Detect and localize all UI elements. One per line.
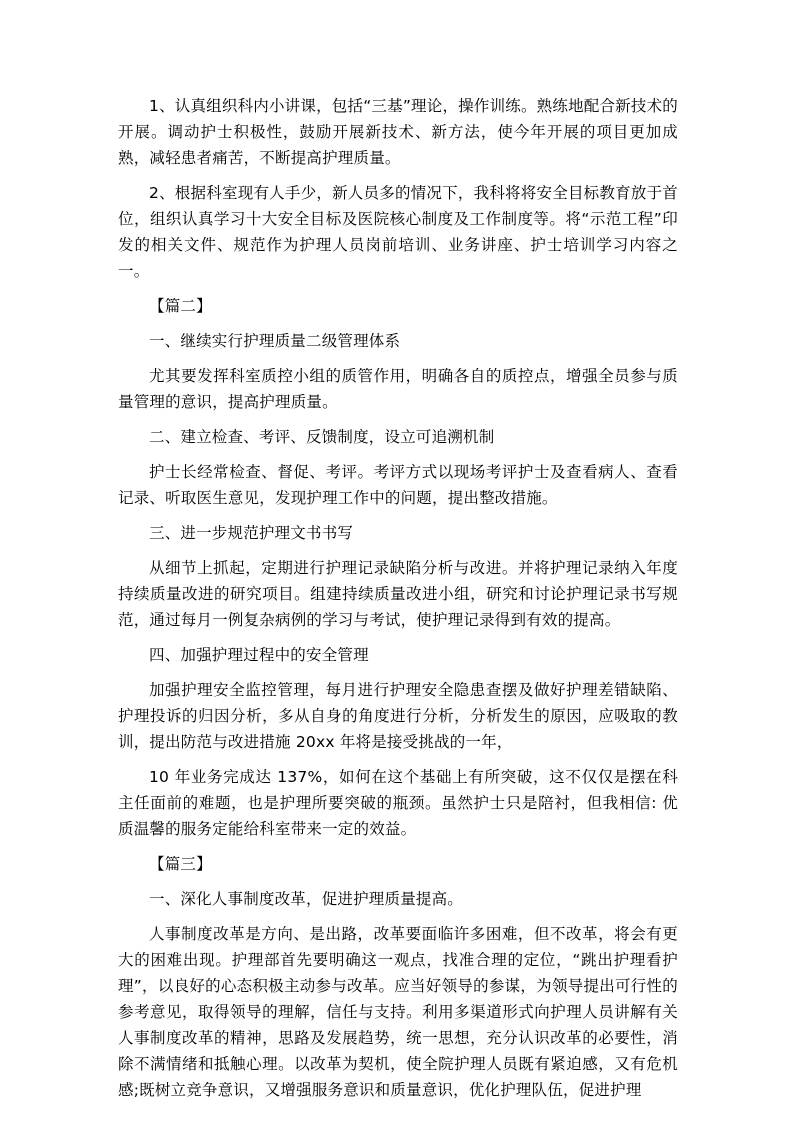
subheading-5: 一、深化人事制度改革，促进护理质量提高。	[149, 890, 464, 908]
paragraph-7: 10 年业务完成达 137%，如何在这个基础上有所突破，这不仅仅是摆在科主任面前的难题，也是护理所要突破的瓶颈。虽然护士只是陪衬，但我相信: 优质温馨的服务定能给科室带来一定的效益。	[118, 768, 678, 838]
paragraph-5: 从细节上抓起，定期进行护理记录缺陷分析与改进。并将护理记录纳入年度持续质量改进的研究项目。组建持续质量改进小组，研究和讨论护理记录书写规范，通过每月一例复杂病例的学习与考试，使护理记录得到有效的提高。	[118, 559, 678, 629]
subheading-2: 二、建立检查、考评、反馈制度，设立可追溯机制	[149, 428, 495, 446]
paragraph-4: 护士长经常检查、督促、考评。考评方式以现场考评护士及查看病人、查看记录、听取医生意见，发现护理工作中的问题，提出整改措施。	[118, 463, 678, 507]
document-body	[118, 93, 678, 1112]
paragraph-6: 加强护理安全监控管理，每月进行护理安全隐患查摆及做好护理差错缺陷、护理投诉的归因分析，多从自身的角度进行分析，分析发生的原因，应吸取的教训，提出防范与改进措施 20xx 年将是接受挑战的一年，	[118, 681, 678, 751]
section-heading-2: 【篇二】	[149, 297, 212, 315]
subheading-1: 一、继续实行护理质量二级管理体系	[149, 332, 401, 350]
paragraph-1: 1、认真组织科内小讲课，包括“三基”理论，操作训练。熟练地配合新技术的开展。调动护士积极性，鼓励开展新技术、新方法，使今年开展的项目更加成熟，减轻患者痛苦，不断提高护理质量。	[118, 97, 678, 167]
paragraph-2: 2、根据科室现有人手少，新人员多的情况下，我科将将安全目标教育放于首位，组织认真学习十大安全目标及医院核心制度及工作制度等。将“示范工程”印发的相关文件、规范作为护理人员岗前培训、业务讲座、护士培训学习内容之一。	[118, 184, 678, 280]
section-heading-3: 【篇三】	[149, 855, 212, 873]
paragraph-3: 尤其要发挥科室质控小组的质管作用，明确各自的质控点，增强全员参与质量管理的意识，提高护理质量。	[118, 367, 678, 411]
paragraph-8: 人事制度改革是方向、是出路，改革要面临许多困难，但不改革，将会有更大的困难出现。护理部首先要明确这一观点，找准合理的定位，“跳出护理看护理”，以良好的心态积极主动参与改革。应当好领导的参谋，为领导提出可行性的参考意见，取得领导的理解，信任与支持。利用多渠道形式向护理人员讲解有关人事制度改革的精神，思路及发展趋势，统一思想，充分认识改革的必要性，消除不满情绪和抵触心理。以改革为契机，使全院护理人员既有紧迫感，又有危机感;既树立竞争意识，又增强服务意识和质量意识，优化护理队伍，促进护理	[118, 925, 678, 1099]
subheading-4: 四、加强护理过程中的安全管理	[149, 646, 369, 664]
subheading-3: 三、进一步规范护理文书书写	[149, 524, 354, 542]
